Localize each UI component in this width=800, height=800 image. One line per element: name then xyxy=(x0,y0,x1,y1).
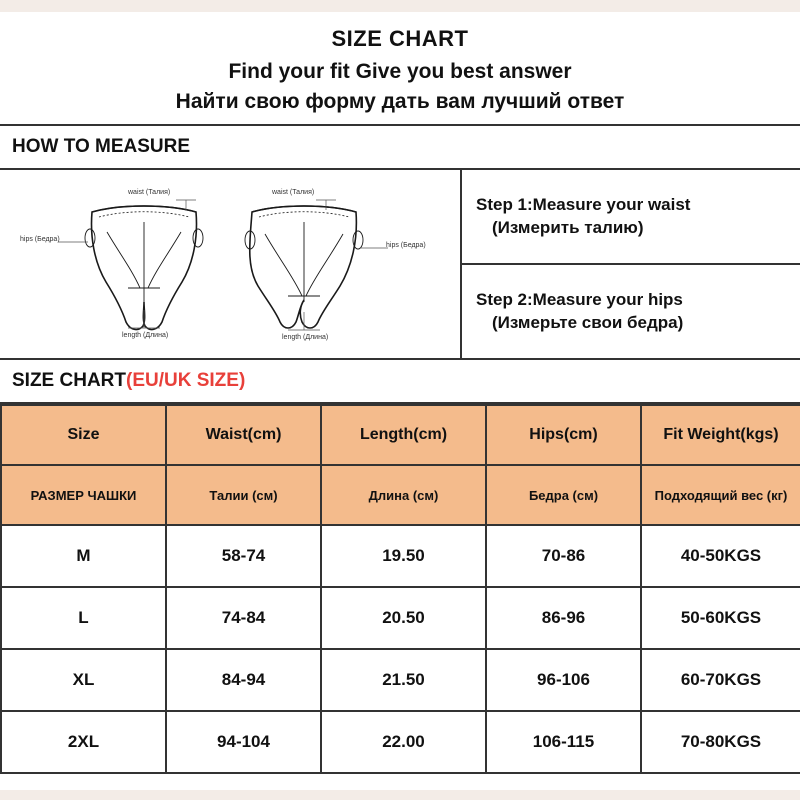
steps-cell xyxy=(462,170,800,358)
step-1-ru: (Измерить талию) xyxy=(492,217,644,237)
cell-waist: 94-104 xyxy=(166,711,321,773)
table-row xyxy=(1,649,800,711)
size-chart-title-black: SIZE CHART xyxy=(12,370,126,391)
header-length-ru: Длина (см) xyxy=(321,465,486,525)
size-table xyxy=(0,404,800,774)
header xyxy=(0,12,800,126)
diagram-label-hips-left: hips (Бедра) xyxy=(20,236,60,243)
table-row xyxy=(1,525,800,587)
header-size-ru: РАЗМЕР ЧАШКИ xyxy=(1,465,166,525)
size-chart-title-region: (EU/UK SIZE) xyxy=(126,370,246,391)
step-2-en: Step 2:Measure your hips xyxy=(476,289,683,309)
cell-hips: 96-106 xyxy=(486,649,641,711)
chart-sheet xyxy=(0,12,800,790)
cell-hips: 70-86 xyxy=(486,525,641,587)
diagram-label-waist-left: waist (Талия) xyxy=(128,189,171,196)
diagram-cell xyxy=(0,170,462,358)
header-subtitle-ru: Найти свою форму дать вам лучший ответ xyxy=(175,90,625,113)
table-row xyxy=(1,587,800,649)
cell-fit-weight: 60-70KGS xyxy=(641,649,800,711)
cell-fit-weight: 70-80KGS xyxy=(641,711,800,773)
cell-length: 22.00 xyxy=(321,711,486,773)
cell-hips: 86-96 xyxy=(486,587,641,649)
underwear-diagram xyxy=(0,170,462,356)
table-header-row-en xyxy=(1,405,800,465)
cell-fit-weight: 50-60KGS xyxy=(641,587,800,649)
header-fit-weight: Fit Weight(kgs) xyxy=(641,405,800,465)
step-2-ru: (Измерьте свои бедра) xyxy=(492,312,684,332)
cell-waist: 58-74 xyxy=(166,525,321,587)
diagram-label-length-right: length (Длина) xyxy=(282,334,329,341)
size-chart-title xyxy=(0,360,800,404)
diagram-label-hips-right: hips (Бедра) xyxy=(386,242,426,249)
cell-length: 21.50 xyxy=(321,649,486,711)
cell-size: 2XL xyxy=(1,711,166,773)
header-hips: Hips(cm) xyxy=(486,405,641,465)
cell-size: L xyxy=(1,587,166,649)
cell-waist: 74-84 xyxy=(166,587,321,649)
table-header-row-ru xyxy=(1,465,800,525)
header-hips-ru: Бедра (см) xyxy=(486,465,641,525)
step-2 xyxy=(462,265,800,358)
how-to-measure-label: HOW TO MEASURE xyxy=(0,126,800,170)
header-fit-weight-ru: Подходящий вес (кг) xyxy=(641,465,800,525)
cell-size: M xyxy=(1,525,166,587)
cell-hips: 106-115 xyxy=(486,711,641,773)
header-waist: Waist(cm) xyxy=(166,405,321,465)
cell-waist: 84-94 xyxy=(166,649,321,711)
header-subtitle-en: Find your fit Give you best answer xyxy=(228,60,572,83)
cell-size: XL xyxy=(1,649,166,711)
measure-row xyxy=(0,170,800,360)
cell-length: 19.50 xyxy=(321,525,486,587)
underwear-illustration-svg xyxy=(0,170,462,356)
header-length: Length(cm) xyxy=(321,405,486,465)
step-1-en: Step 1:Measure your waist xyxy=(476,194,691,214)
table-row xyxy=(1,711,800,773)
header-waist-ru: Талии (см) xyxy=(166,465,321,525)
diagram-label-length-left: length (Длина) xyxy=(122,332,169,339)
cell-length: 20.50 xyxy=(321,587,486,649)
header-size: Size xyxy=(1,405,166,465)
page-title: SIZE CHART xyxy=(331,26,469,51)
cell-fit-weight: 40-50KGS xyxy=(641,525,800,587)
diagram-label-waist-right: waist (Талия) xyxy=(272,189,315,196)
step-1 xyxy=(462,170,800,265)
